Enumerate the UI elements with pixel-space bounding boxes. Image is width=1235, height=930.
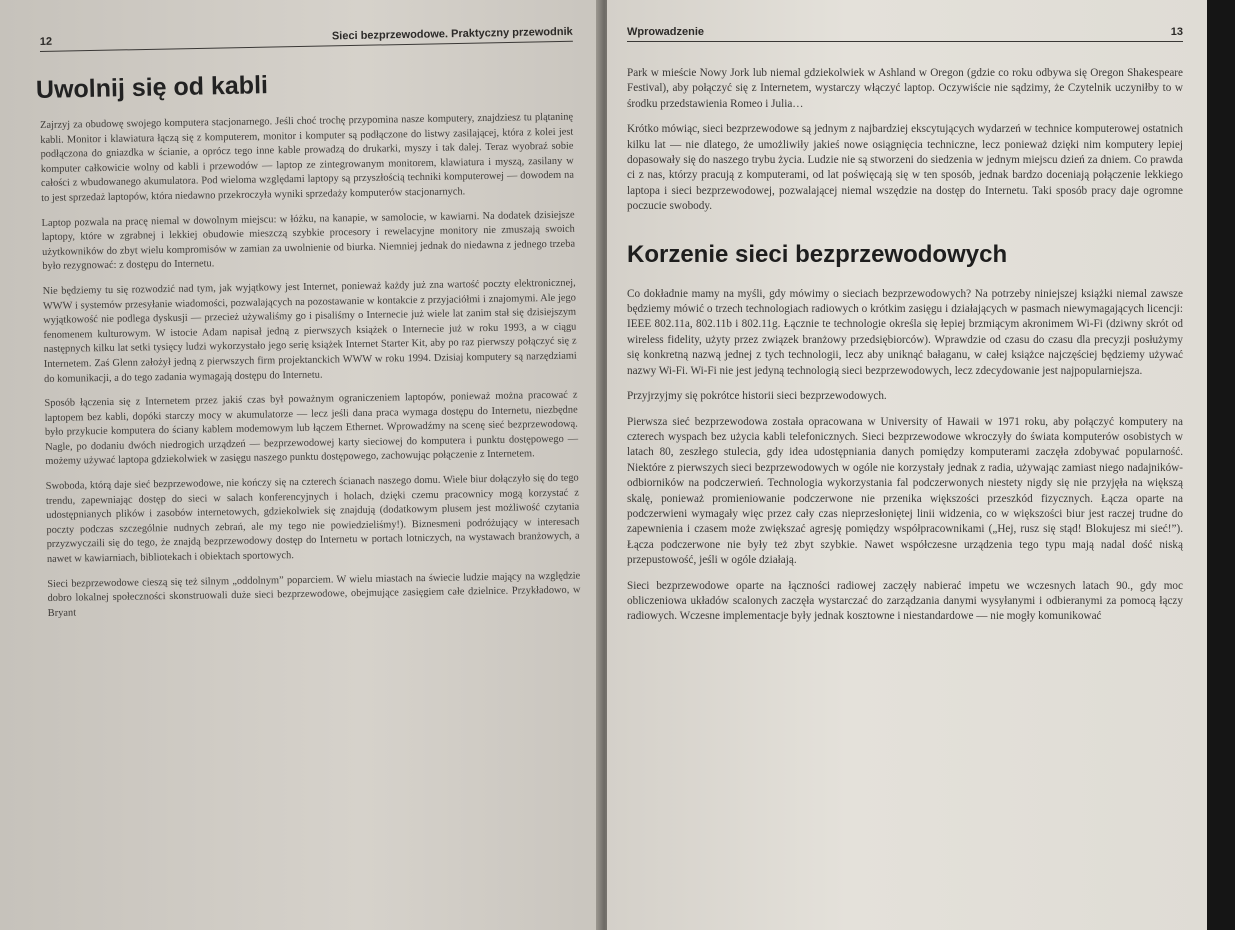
left-paragraph-5: Swoboda, którą daje sieć bezprzewodowe, nie kończy się na czterech ścianach naszego domu. Wiele biur dołączyło się do tego trendu, zapewniając dostęp do sieci w salach konferencyjnych i holach, dzięki czemu pracownicy mogą korzystać z udostępnianych plików i zasobów internetowych, gdziekolwiek się znajdują (dodatkowym plusem jest możliwość czytania poczty podczas szczególnie nudnych zebrań, ale my tego nie powiedzieliśmy!). Biznesmeni podróżujący w interesach przyzwyczaili się do tego, że znajdą bezprzewodowy dostęp do Internetu w portach lotniczych, na wystawach branżowych, a nawet w kawiarniach, bibliotekach i obiektach sportowych. bbox=[45, 472, 580, 565]
left-section-heading: Uwolnij się od kabli bbox=[35, 71, 269, 104]
right-paragraph-1: Co dokładnie mamy na myśli, gdy mówimy o sieciach bezprzewodowych? Na potrzeby niniejszej książki niemal zawsze będziemy mówić o trzech technologiach radiowych o krótkim zasięgu i działających w pasmach niewymagających licencji: IEEE 802.11a, 802.11b i 802.11g. Łącznie te technologie określa się łepiej brzmiącym akronimem Wi-Fi (dziwny skrót od wireless fidelity, użyty przez związek branżowy przedsiębiorców). Wprawdzie od czasu do czasu dla precyzji posłużymy się konkretną nazwą jednej z tych technologii, lecz aby uniknąć bałaganu, w całej książce najczęściej będziemy używać nazwy Wi-Fi. Wi-Fi nie jest jedyną technologią sieci bezprzewodowych, lecz zdecydowanie jest najpopularniejsza. bbox=[627, 287, 1183, 377]
left-running-header: Sieci bezprzewodowe. Praktyczny przewodnik bbox=[331, 25, 573, 43]
right-page-header bbox=[627, 26, 1183, 42]
left-paragraph-2: Laptop pozwala na pracę niemal w dowolnym miejscu: w łóżku, na kanapie, w samolocie, w kawiarni. Na dodatek dzisiejsze laptopy, które w zgrabnej i lekkiej obudowie mieszczą szybkie procesory i rewelacyjne monitory nie zmuszają swoich użytkowników do zbyt wielu kompromisów w zamian za uwolnienie od biurka. Niemniej jednak do niedawna z jednego trzeba było rezygnować: z dostępu do Internetu. bbox=[41, 209, 576, 273]
right-intro-paragraph-1: Park w mieście Nowy Jork lub niemal gdziekolwiek w Ashland w Oregon (gdzie co roku odbywa się Oregon Shakespeare Festival), aby połączyć się z Internetem, wystarczy włączyć laptop. Oczywiście nie sądzimy, że Czytelnik uczyniłby to w środku przedstawienia Romeo i Julia… bbox=[627, 67, 1183, 110]
right-running-header: Wprowadzenie bbox=[627, 26, 705, 38]
dark-background-edge bbox=[1207, 0, 1235, 930]
left-paragraph-6: Sieci bezprzewodowe cieszą się też silnym „oddolnym” poparciem. W wielu miastach na świecie ludzie mający na względzie dobro lokalnej społeczności skonstruowali duże sieci bezprzewodowe, obejmujące zasięgiem całe dzielnice. Przykładowo, w Bryant bbox=[47, 570, 581, 619]
right-intro-paragraph-2: Krótko mówiąc, sieci bezprzewodowe są jednym z najbardziej ekscytujących wydarzeń w technice komputerowej ostatnich kilku lat — nie dlatego, że umożliwiły jakieś nowe osiągnięcia techniczne, lecz ponieważ dzięki nim komputery lepiej dopasowały się do naszego trybu życia. Ludzie nie są stworzeni do siedzenia w jednym miejscu dzień za dniem. Co prawda ci z nas, którzy pracują z komputerami, od lat poświęcają się w ten sposób, jednak bardzo doceniają połączenie lekkiego laptopa i sieci bezprzewodowej, pozwalającej niemal wszędzie na dostęp do Internetu. Taki sposób pracy daje ogromne poczucie swobody. bbox=[627, 123, 1183, 213]
left-page-header bbox=[40, 26, 573, 52]
right-section-heading: Korzenie sieci bezprzewodowych bbox=[627, 240, 1008, 268]
right-page-body bbox=[627, 287, 1183, 625]
left-page-number: 12 bbox=[39, 35, 53, 49]
left-paragraph-3: Nie będziemy tu się rozwodzić nad tym, jak wyjątkowy jest Internet, ponieważ każdy już zna wartość poczty elektronicznej, WWW i systemów przesyłanie wiadomości, pozwalających na pozostawanie w kontakcie z przyjaciółmi i znajomymi. Ale jego wyjątkowość nie podlega dyskusji — przecież używaliśmy go i pisaliśmy o Internecie już wiele lat zanim stał się dzisiejszym fenomenem kulturowym. W istocie Adam napisał jedną z pierwszych książek o Internecie już w roku 1993, a w ciągu następnych kilku lat setki tysięcy ludzi wykorzystało jego serię książek Internet Starter Kit, aby po raz pierwszy połączyć się z Internetem. Zaś Glenn założył jedną z pierwszych firm projektanckich WWW w roku 1994. Dzisiaj komputery są narzędziami do komunikacji, a do tego zadania wymagają dostępu do Internetu. bbox=[42, 277, 577, 385]
left-page-body bbox=[40, 111, 581, 622]
left-page bbox=[0, 0, 603, 930]
right-page-number: 13 bbox=[1170, 26, 1183, 38]
right-paragraph-2: Przyjrzyjmy się pokrótce historii sieci bezprzewodowych. bbox=[627, 390, 887, 403]
left-paragraph-1: Zajrzyj za obudowę swojego komputera stacjonarnego. Jeśli choć trochę przypomina nasze komputery, znajdziesz tu plątaninę kabli. Monitor i klawiatura łączą się z komputerem, monitor i komputer są podłączone do listwy zasilającej, która z kolei jest podłączona do gniazdka w ścianie, a oprócz tego inne kable prowadzą do drukarki, myszy i tak dalej. Teraz wyobraź sobie komputer całkowicie wolny od kabli i przewodów — laptop ze zintegrowanym monitorem, klawiatura i myszą, zasilany w całości z wbudowanego akumulatora. Pod wieloma względami laptopy są przyszłością techniki komputerowej — dowodem na to jest sprzedaż laptopów, która niedawno przekroczyła wyniki sprzedaży komputerów stacjonarnych. bbox=[40, 111, 575, 204]
right-page bbox=[607, 0, 1207, 930]
right-paragraph-3: Pierwsza sieć bezprzewodowa została opracowana w University of Hawaii w 1971 roku, aby połączyć komputery na czterech wyspach bez użycia kabli telefonicznych. Sieci bezprzewodowe wkroczyły do świata komputerów osobistych w latach 80, zeszłego stulecia, gdy idea udostępniania danych pomiędzy komputerami zaczęła zdobywać popularność. Niektóre z pierwszych sieci bezprzewodowych w ogóle nie korzystały jednak z radia, używając zamiast niego nadajników-odbiorników na podczerwień. Technologia wykorzystania fal podczerwonych niestety nigdy się nie przyjęła na większą skalę, ponieważ promieniowanie podczerwone nie przenika większości przeszkód fizycznych. Łącza oparte na podczerwieni wymagały więc przez cały czas nieprzesłoniętej linii widzenia, co w większości biur jest raczej trudne do zapewnienia i czasem może zwiększać agresję pomiędzy współpracownikami („Hej, rusz się stąd! Blokujesz mi sieć!”). Łącza podczerwone nie były też zbyt szybkie. Nawet współczesne urządzenia tego typu mają nadal dość niską przepustowość, jeśli w ogóle działają. bbox=[627, 415, 1183, 567]
right-paragraph-4: Sieci bezprzewodowe oparte na łączności radiowej zaczęły nabierać impetu we wczesnych latach 90., gdy moc obliczeniowa układów scalonych zaczęła wystarczać do zarządzania danymi wysyłanymi i odbieranymi za pomocą łączy radiowych. Wczesne implementacje były jednak kosztowne i niestandardowe — nie mogły komunikować bbox=[627, 579, 1183, 623]
right-intro bbox=[627, 66, 1183, 215]
left-paragraph-4: Sposób łączenia się z Internetem przez jakiś czas był poważnym ograniczeniem laptopów, ponieważ można pracować z laptopem bez kabli, dopóki starczy mocy w akumulatorze — lecz jeśli dana praca wymaga dostępu do Internetu, niezbędne było przykucie komputera do ściany kablem modemowym lub łączem Ethernet. Wprowadźmy na scenę sieć bezprzewodową. Nagle, po dodaniu dwóch niedrogich urządzeń — bezprzewodowej karty sieciowej do komputera i punktu dostępowego — możemy używać laptopa gdziekolwiek w zasięgu naszego punktu dostępowego, zachowując połączenie z Internetem. bbox=[44, 389, 579, 468]
